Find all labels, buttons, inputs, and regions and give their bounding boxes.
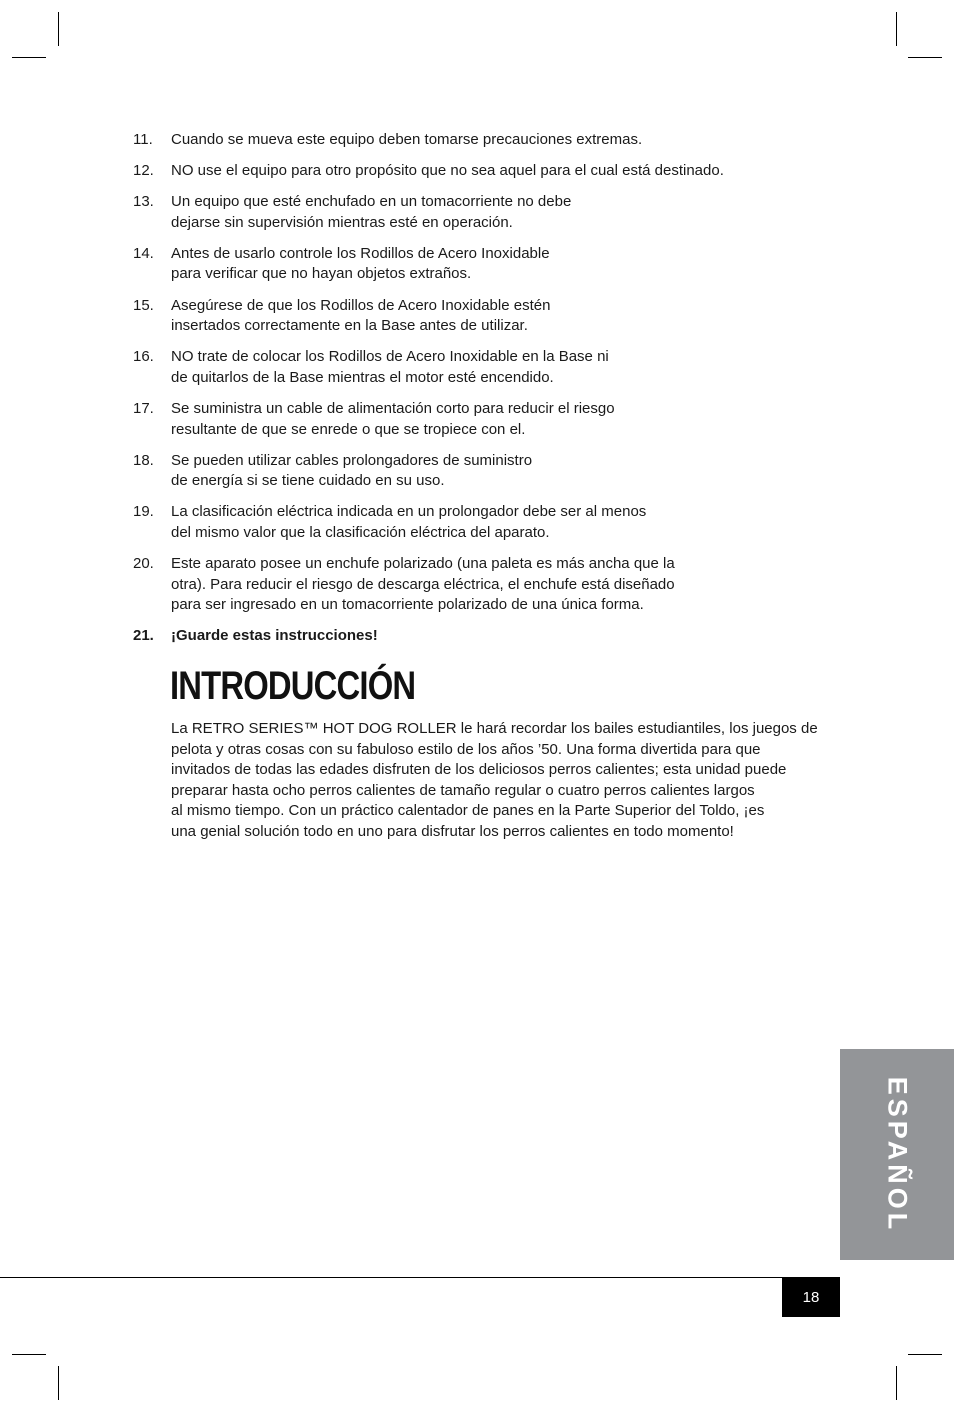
crop-mark [896,12,897,46]
item-number: 13. [133,193,154,211]
list-item [133,626,833,647]
item-text: Un equipo que esté enchufado en un tomacorriente no debe dejarse sin supervisión mientras esté en operación. [171,193,572,231]
crop-mark [58,12,59,46]
safety-instructions-list [133,130,833,657]
crop-mark [12,1354,46,1355]
crop-mark [908,57,942,58]
list-item [133,296,833,337]
item-number: 11. [133,131,153,148]
list-item [133,192,833,233]
item-text: Se suministra un cable de alimentación corto para reducir el riesgo resultante de que se enrede o que se tropiece con el. [171,399,615,438]
item-text: ¡Guarde estas instrucciones! [171,627,378,645]
item-number: 19. [133,503,154,521]
item-text: NO trate de colocar los Rodillos de Acero Inoxidable en la Base ni de quitarlos de la Base mientras el motor esté encendido. [171,348,609,386]
list-item [133,554,833,616]
item-number: 18. [133,451,154,469]
item-number: 15. [133,296,154,314]
item-number: 14. [133,244,154,262]
list-item [133,399,833,440]
section-heading: INTRODUCCIÓN [170,664,416,708]
item-text: Cuando se mueva este equipo deben tomarse precauciones extremas. [171,131,643,148]
language-tab-label: ESPAÑOL [882,1076,913,1233]
list-item [133,130,833,151]
intro-paragraph: La RETRO SERIES™ HOT DOG ROLLER le hará recordar los bailes estudiantiles, los juegos de pelota y otras cosas con su fabuloso estilo de los años ’50. Una forma divertida para que invitados de todas las edades disfruten de los deliciosos perros calientes; esta unidad puede preparar hasta ocho perros calientes de tamaño regular o cuatro perros calientes largos al mismo tiempo. Con un práctico calentador de panes en la Parte Superior del Toldo, ¡es una genial solución todo en uno para disfrutar los perros calientes en todo momento! [171,720,818,840]
crop-mark [896,1366,897,1400]
item-text: Se pueden utilizar cables prolongadores de suministro de energía si se tiene cuidado en su uso. [171,451,533,490]
item-number: 12. [133,162,154,180]
item-text: Antes de usarlo controle los Rodillos de Acero Inoxidable para verificar que no hayan objetos extraños. [171,244,550,283]
crop-mark [908,1354,942,1355]
list-item [133,161,833,182]
crop-mark [12,57,46,58]
footer-rule [0,1277,840,1278]
language-tab [840,1049,954,1260]
crop-mark [58,1366,59,1400]
item-text: Este aparato posee un enchufe polarizado (una paleta es más ancha que la otra). Para reducir el riesgo de descarga eléctrica, el enchufe está diseñado para ser ingresado en un tomacorriente polarizado de una única forma. [171,555,675,614]
item-number: 21. [133,627,154,645]
item-text: NO use el equipo para otro propósito que no sea aquel para el cual está destinado. [171,162,724,180]
item-text: Asegúrese de que los Rodillos de Acero Inoxidable estén insertados correctamente en la Base antes de utilizar. [171,296,551,335]
list-item [133,244,833,285]
item-text: La clasificación eléctrica indicada en un prolongador debe ser al menos del mismo valor que la clasificación eléctrica del aparato. [171,503,647,541]
item-number: 16. [133,348,154,366]
list-item [133,451,833,492]
list-item [133,347,833,388]
item-number: 17. [133,399,154,417]
item-number: 20. [133,555,154,572]
list-item [133,502,833,543]
page-number: 18 [782,1277,840,1317]
